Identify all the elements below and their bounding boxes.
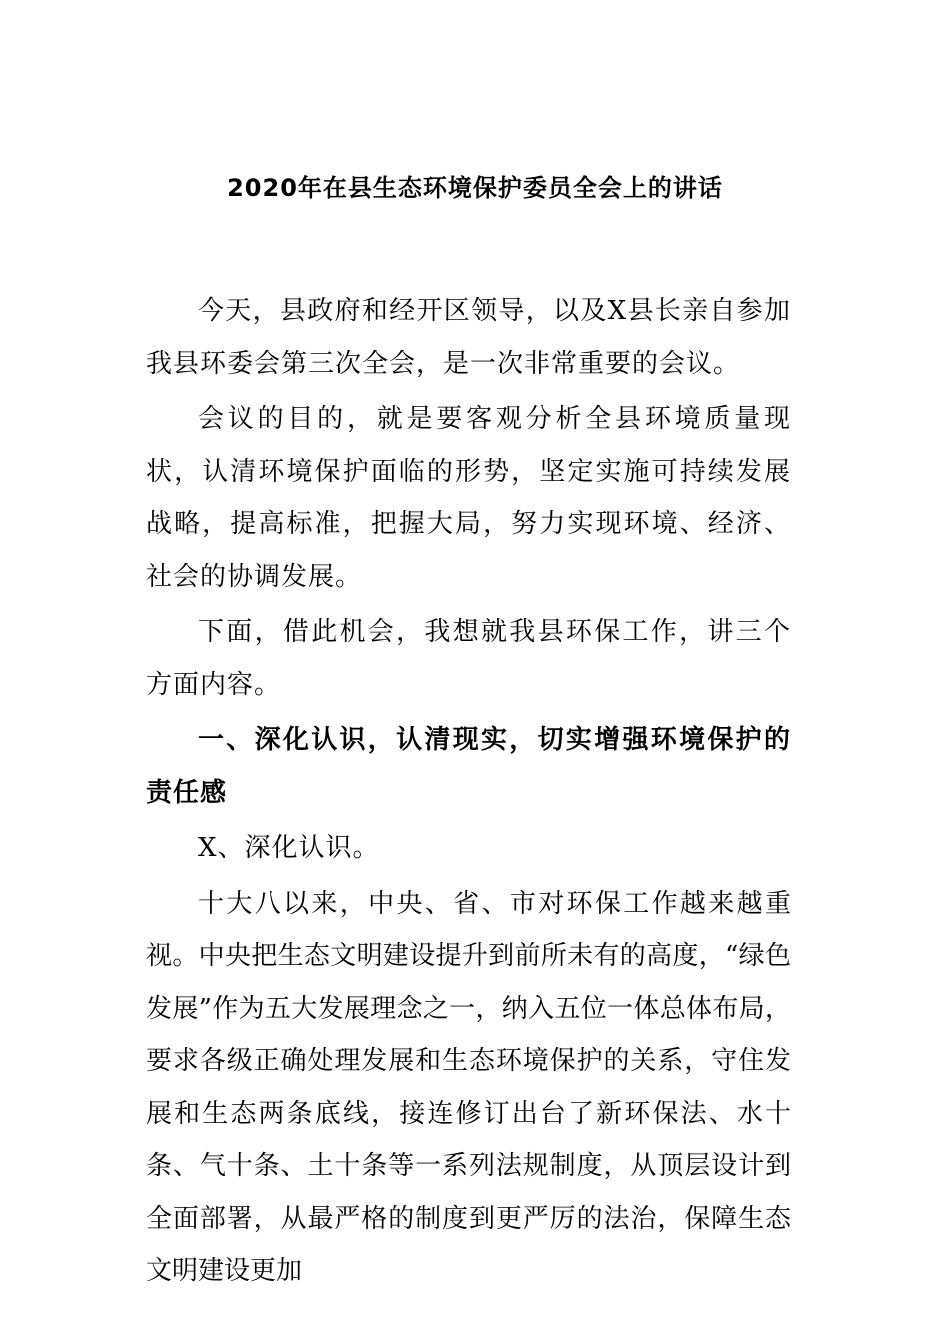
document-title: 2020年在县生态环境保护委员全会上的讲话 bbox=[227, 174, 723, 202]
paragraph-body: 十大八以来，中央、省、市对环保工作越来越重视。中央把生态文明建设提升到前所未有的高度，“绿色发展”作为五大发展理念之一，纳入五位一体总体布局，要求各级正确处理发展和生态环境保护的关系，守住发展和生态两条底线，接连修订出台了新环保法、水十条、气十条、土十条等一系列法规制度，从顶层设计到全面部署，从最严格的制度到更严厉的法治，保障生态文明建设更加 bbox=[146, 888, 791, 1286]
paragraph-opening: 今天，县政府和经开区领导，以及X县长亲自参加我县环委会第三次全会，是一次非常重要的会议。 bbox=[146, 296, 791, 379]
subsection-heading-1: X、深化认识。 bbox=[198, 833, 380, 863]
section-heading-1: 一、深化认识，认清现实，切实增强环境保护的责任感 bbox=[146, 725, 791, 808]
paragraph-purpose: 会议的目的，就是要客观分析全县环境质量现状，认清环境保护面临的形势，坚定实施可持续发展战略，提高标准，把握大局，努力实现环境、经济、社会的协调发展。 bbox=[146, 404, 791, 592]
document-body bbox=[146, 285, 791, 1298]
paragraph-outline: 下面，借此机会，我想就我县环保工作，讲三个方面内容。 bbox=[146, 617, 791, 700]
